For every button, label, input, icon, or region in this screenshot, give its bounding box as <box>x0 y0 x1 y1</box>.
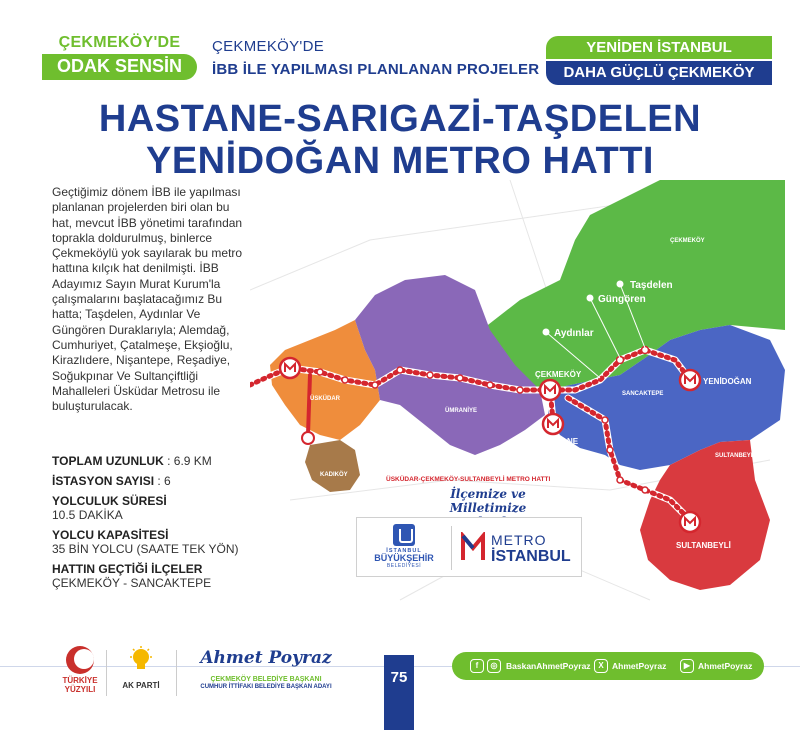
logos-divider <box>451 526 452 570</box>
ibb-logo-line-2: BÜYÜKŞEHİR <box>374 553 434 563</box>
title-line-1: HASTANE-SARIGAZİ-TAŞDELEN <box>98 98 702 140</box>
signature-block <box>186 648 346 690</box>
metro-logo-line-1: METRO <box>491 532 547 548</box>
metro-logo-line-2: İSTANBUL <box>491 548 571 565</box>
metro-marker-uskudar <box>280 358 300 378</box>
youtube-icon[interactable]: ▶ <box>680 659 694 673</box>
header-left-bar: ODAK SENSİN <box>42 54 197 80</box>
social-handle-1[interactable]: BaskanAhmetPoyraz <box>506 661 591 671</box>
metro-marker-kadikoy <box>302 432 314 444</box>
facts-block <box>52 454 282 596</box>
page-title <box>0 98 800 182</box>
label-sancaktepe: SANCAKTEPE <box>622 391 664 397</box>
fact-length-label: TOPLAM UZUNLUK <box>52 454 164 468</box>
fact-stations-value: : 6 <box>154 474 171 488</box>
title-line-2: YENİDOĞAN METRO HATTI <box>145 140 654 182</box>
signature-role-1: ÇEKMEKÖY BELEDİYE BAŞKANI <box>210 676 322 683</box>
header-mid-top: ÇEKMEKÖY'DE <box>212 38 325 55</box>
instagram-icon[interactable]: ◎ <box>487 659 501 673</box>
ibb-logo-line-1: İSTANBUL <box>386 548 422 554</box>
fact-length-value: : 6.9 KM <box>163 454 212 468</box>
ibb-logo <box>363 524 445 572</box>
ak-parti-text: AK PARTİ <box>122 681 160 690</box>
fact-capacity-label: YOLCU KAPASİTESİ <box>52 528 169 542</box>
label-umraniye: ÜMRANİYE <box>445 408 478 414</box>
footer-separator-1 <box>106 650 107 696</box>
label-gungoren: Güngören <box>598 294 646 305</box>
metro-marker-hastane <box>543 414 563 434</box>
district-kadikoy <box>305 440 360 492</box>
fact-districts-label: HATTIN GEÇTİĞİ İLÇELER <box>52 562 203 576</box>
body-text: Geçtiğimiz dönem İBB ile yapılması planlanan projelerden biri olan bu hat, mevcut İBB yönetimi tarafından toprakla doldurulmuş, binlerce Çekmeköylü yok sayılarak bu metro hattına kılçık hat denilmişti. İBB Adayımız Sayın Murat Kurum'la çalışmalarını başlatacağımız Bu hatta; Taşdelen, Aydınlar Ve Güngören Duraklarıyla; Alemdağ, Cumhuriyet, Çatalmeşe, Ekşioğlu, Kirazlıdere, Nişantepe, Reşadiye, Soğukpınar Ve Sultançiftliği Mahalleleri Üsküdar Metrosu ile buluşturulacak. <box>52 185 243 414</box>
slogan-line-1: İlçemize ve Milletimize <box>449 487 527 515</box>
social-bar <box>452 652 764 680</box>
facebook-icon[interactable]: f <box>470 659 484 673</box>
metro-marker-cekmekoy <box>540 380 560 400</box>
social-handle-3[interactable]: AhmetPoyraz <box>698 661 753 671</box>
label-sultanbeyli-district: SULTANBEYLİ <box>715 453 757 459</box>
header-mid <box>212 38 539 78</box>
label-yenidogan: YENİDOĞAN <box>703 377 752 386</box>
header-right-bottom: DAHA GÜÇLÜ ÇEKMEKÖY <box>546 61 772 85</box>
label-tasdelen: Taşdelen <box>630 280 673 291</box>
turkiye-yuzyili-logo <box>58 646 102 694</box>
bulb-icon <box>128 646 154 672</box>
metro-m-icon <box>461 532 485 562</box>
label-cekmekoy-district: ÇEKMEKÖY <box>670 238 705 244</box>
signature-role-2: CUMHUR İTTİFAKI BELEDİYE BAŞKAN ADAYI <box>200 684 332 690</box>
label-kadikoy: KADIKÖY <box>320 472 348 478</box>
fact-districts-value: ÇEKMEKÖY - SANCAKTEPE <box>52 576 212 590</box>
label-uskudar: ÜSKÜDAR <box>310 396 340 402</box>
metro-marker-yenidogan <box>680 370 700 390</box>
label-aydinlar: Aydınlar <box>554 328 594 339</box>
fact-stations <box>52 474 282 488</box>
label-hastane: HASTANE <box>540 437 579 446</box>
signature-name: Ahmet Poyraz <box>200 648 332 668</box>
label-sultanbeyli-terminal: SULTANBEYLİ <box>676 541 731 550</box>
fact-stations-label: İSTASYON SAYISI <box>52 474 155 488</box>
line-caption: ÜSKÜDAR-ÇEKMEKÖY-SULTANBEYLİ METRO HATTI <box>386 476 551 483</box>
ibb-logo-line-3: BELEDİYESİ <box>386 563 422 569</box>
ak-parti-logo <box>116 646 166 690</box>
ibb-emblem-icon <box>393 524 415 546</box>
header-mid-bottom: İBB İLE YAPILMASI PLANLANAN PROJELER <box>212 61 540 78</box>
turkiye-yuzyili-text: TÜRKİYE YÜZYILI <box>62 676 98 694</box>
social-handle-2[interactable]: AhmetPoyraz <box>612 661 667 671</box>
label-cekmekoy-terminal: ÇEKMEKÖY <box>535 370 582 379</box>
fact-travel-label: YOLCULUK SÜRESİ <box>52 494 167 508</box>
metro-marker-sultanbeyli <box>680 512 700 532</box>
fact-length <box>52 454 282 468</box>
fact-travel-value: 10.5 DAKİKA <box>52 508 123 522</box>
header-left <box>42 34 197 80</box>
x-icon[interactable]: X <box>594 659 608 673</box>
fact-capacity-value: 35 BİN YOLCU (SAATE TEK YÖN) <box>52 542 239 556</box>
header-left-top: ÇEKMEKÖY'DE <box>58 34 181 51</box>
logos-box <box>356 517 582 577</box>
header-right <box>546 36 772 85</box>
crescent-icon <box>66 646 94 674</box>
page-number: 75 <box>384 655 414 730</box>
footer-separator-2 <box>176 650 177 696</box>
header-right-top: YENİDEN İSTANBUL <box>546 36 772 59</box>
